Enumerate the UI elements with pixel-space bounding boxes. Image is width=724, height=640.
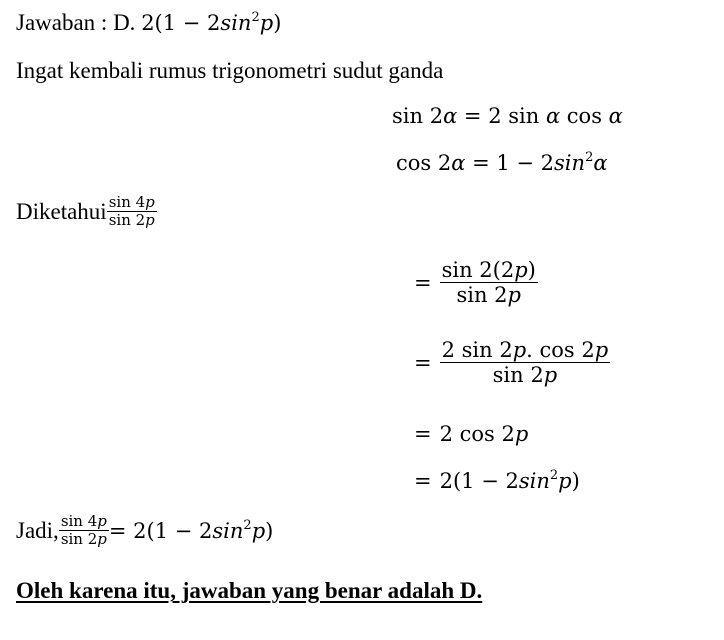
f1-lhs: sin 2 bbox=[392, 104, 444, 128]
step2-num: 2 sin 2 bbox=[441, 338, 513, 362]
step-2 bbox=[414, 338, 610, 387]
rhs-prefix: = 2(1 − 2 bbox=[108, 519, 213, 544]
step2-num-var2: p bbox=[594, 338, 609, 362]
f2-v1: α bbox=[593, 151, 608, 175]
f1-v1: α bbox=[545, 104, 561, 128]
f1-lhs-var: α bbox=[443, 104, 458, 128]
given-label: Diketahui bbox=[16, 198, 107, 224]
equals-sign: = bbox=[414, 270, 432, 295]
formula-cos-double-angle bbox=[396, 150, 608, 175]
conclusion-rhs bbox=[109, 518, 273, 543]
step3-var: p bbox=[514, 422, 529, 446]
rhs-var: p bbox=[251, 519, 266, 544]
step4-close: ) bbox=[571, 469, 580, 493]
conclusion-line bbox=[16, 513, 273, 549]
answer-expression bbox=[141, 11, 281, 35]
equals-sign: = bbox=[414, 422, 432, 446]
step4-var: p bbox=[558, 469, 572, 493]
given-num: sin 4 bbox=[108, 193, 146, 211]
step-3 bbox=[414, 422, 528, 446]
f2-sup: 2 bbox=[585, 150, 594, 165]
f1-eq: = 2 sin bbox=[457, 104, 546, 128]
step2-den-var: p bbox=[543, 363, 558, 388]
step2-den: sin 2 bbox=[492, 363, 544, 388]
conclusion-fraction bbox=[59, 513, 109, 549]
expr-sup: 2 bbox=[251, 10, 260, 25]
f1-mid: cos bbox=[560, 104, 609, 128]
step4-prefix: 2(1 − 2 bbox=[439, 469, 519, 493]
conclusion-den-var: p bbox=[97, 530, 107, 549]
given-line bbox=[16, 194, 157, 230]
expr-sin: sin bbox=[220, 11, 252, 35]
step1-num-close: ) bbox=[527, 258, 536, 282]
conclusion-label: Jadi, bbox=[16, 517, 59, 543]
conclusion-den: sin 2 bbox=[60, 530, 98, 549]
step1-den-var: p bbox=[507, 283, 521, 308]
given-den: sin 2 bbox=[108, 211, 146, 230]
conclusion-num: sin 4 bbox=[60, 512, 98, 530]
step3-text: 2 cos 2 bbox=[439, 422, 515, 446]
f2-eq: = 1 − 2 bbox=[465, 151, 555, 175]
answer-label: Jawaban : D. bbox=[16, 10, 142, 35]
step1-den: sin 2 bbox=[456, 283, 508, 308]
f1-v2: α bbox=[608, 104, 623, 128]
f2-sin: sin bbox=[554, 151, 586, 175]
f2-lhs-var: α bbox=[451, 151, 466, 175]
intro-text: Ingat kembali rumus trigonometri sudut ganda bbox=[16, 58, 444, 83]
step4-sin: sin bbox=[518, 469, 550, 493]
given-num-var: p bbox=[145, 193, 155, 211]
step1-num: sin 2(2 bbox=[441, 258, 515, 282]
formula-sin-double-angle bbox=[392, 104, 623, 128]
step1-num-var: p bbox=[514, 258, 528, 282]
step-4 bbox=[414, 468, 580, 493]
rhs-sup: 2 bbox=[243, 518, 252, 534]
conclusion-num-var: p bbox=[97, 512, 107, 530]
equals-sign: = bbox=[414, 350, 432, 375]
rhs-close: ) bbox=[265, 519, 274, 544]
f2-lhs: cos 2 bbox=[396, 151, 452, 175]
given-den-var: p bbox=[145, 211, 155, 230]
step2-num-mid: . cos 2 bbox=[526, 338, 595, 362]
step4-sup: 2 bbox=[549, 468, 559, 483]
expr-close: ) bbox=[273, 11, 282, 35]
equals-sign: = bbox=[414, 468, 432, 493]
expr-prefix: 2(1 − 2 bbox=[141, 11, 221, 35]
rhs-sin: sin bbox=[212, 519, 244, 544]
final-statement: Oleh karena itu, jawaban yang benar adalah D. bbox=[16, 578, 483, 603]
answer-line bbox=[16, 10, 281, 36]
step2-num-var: p bbox=[512, 338, 527, 362]
expr-var: p bbox=[259, 11, 274, 35]
step-1 bbox=[414, 258, 538, 307]
given-fraction bbox=[107, 194, 157, 230]
